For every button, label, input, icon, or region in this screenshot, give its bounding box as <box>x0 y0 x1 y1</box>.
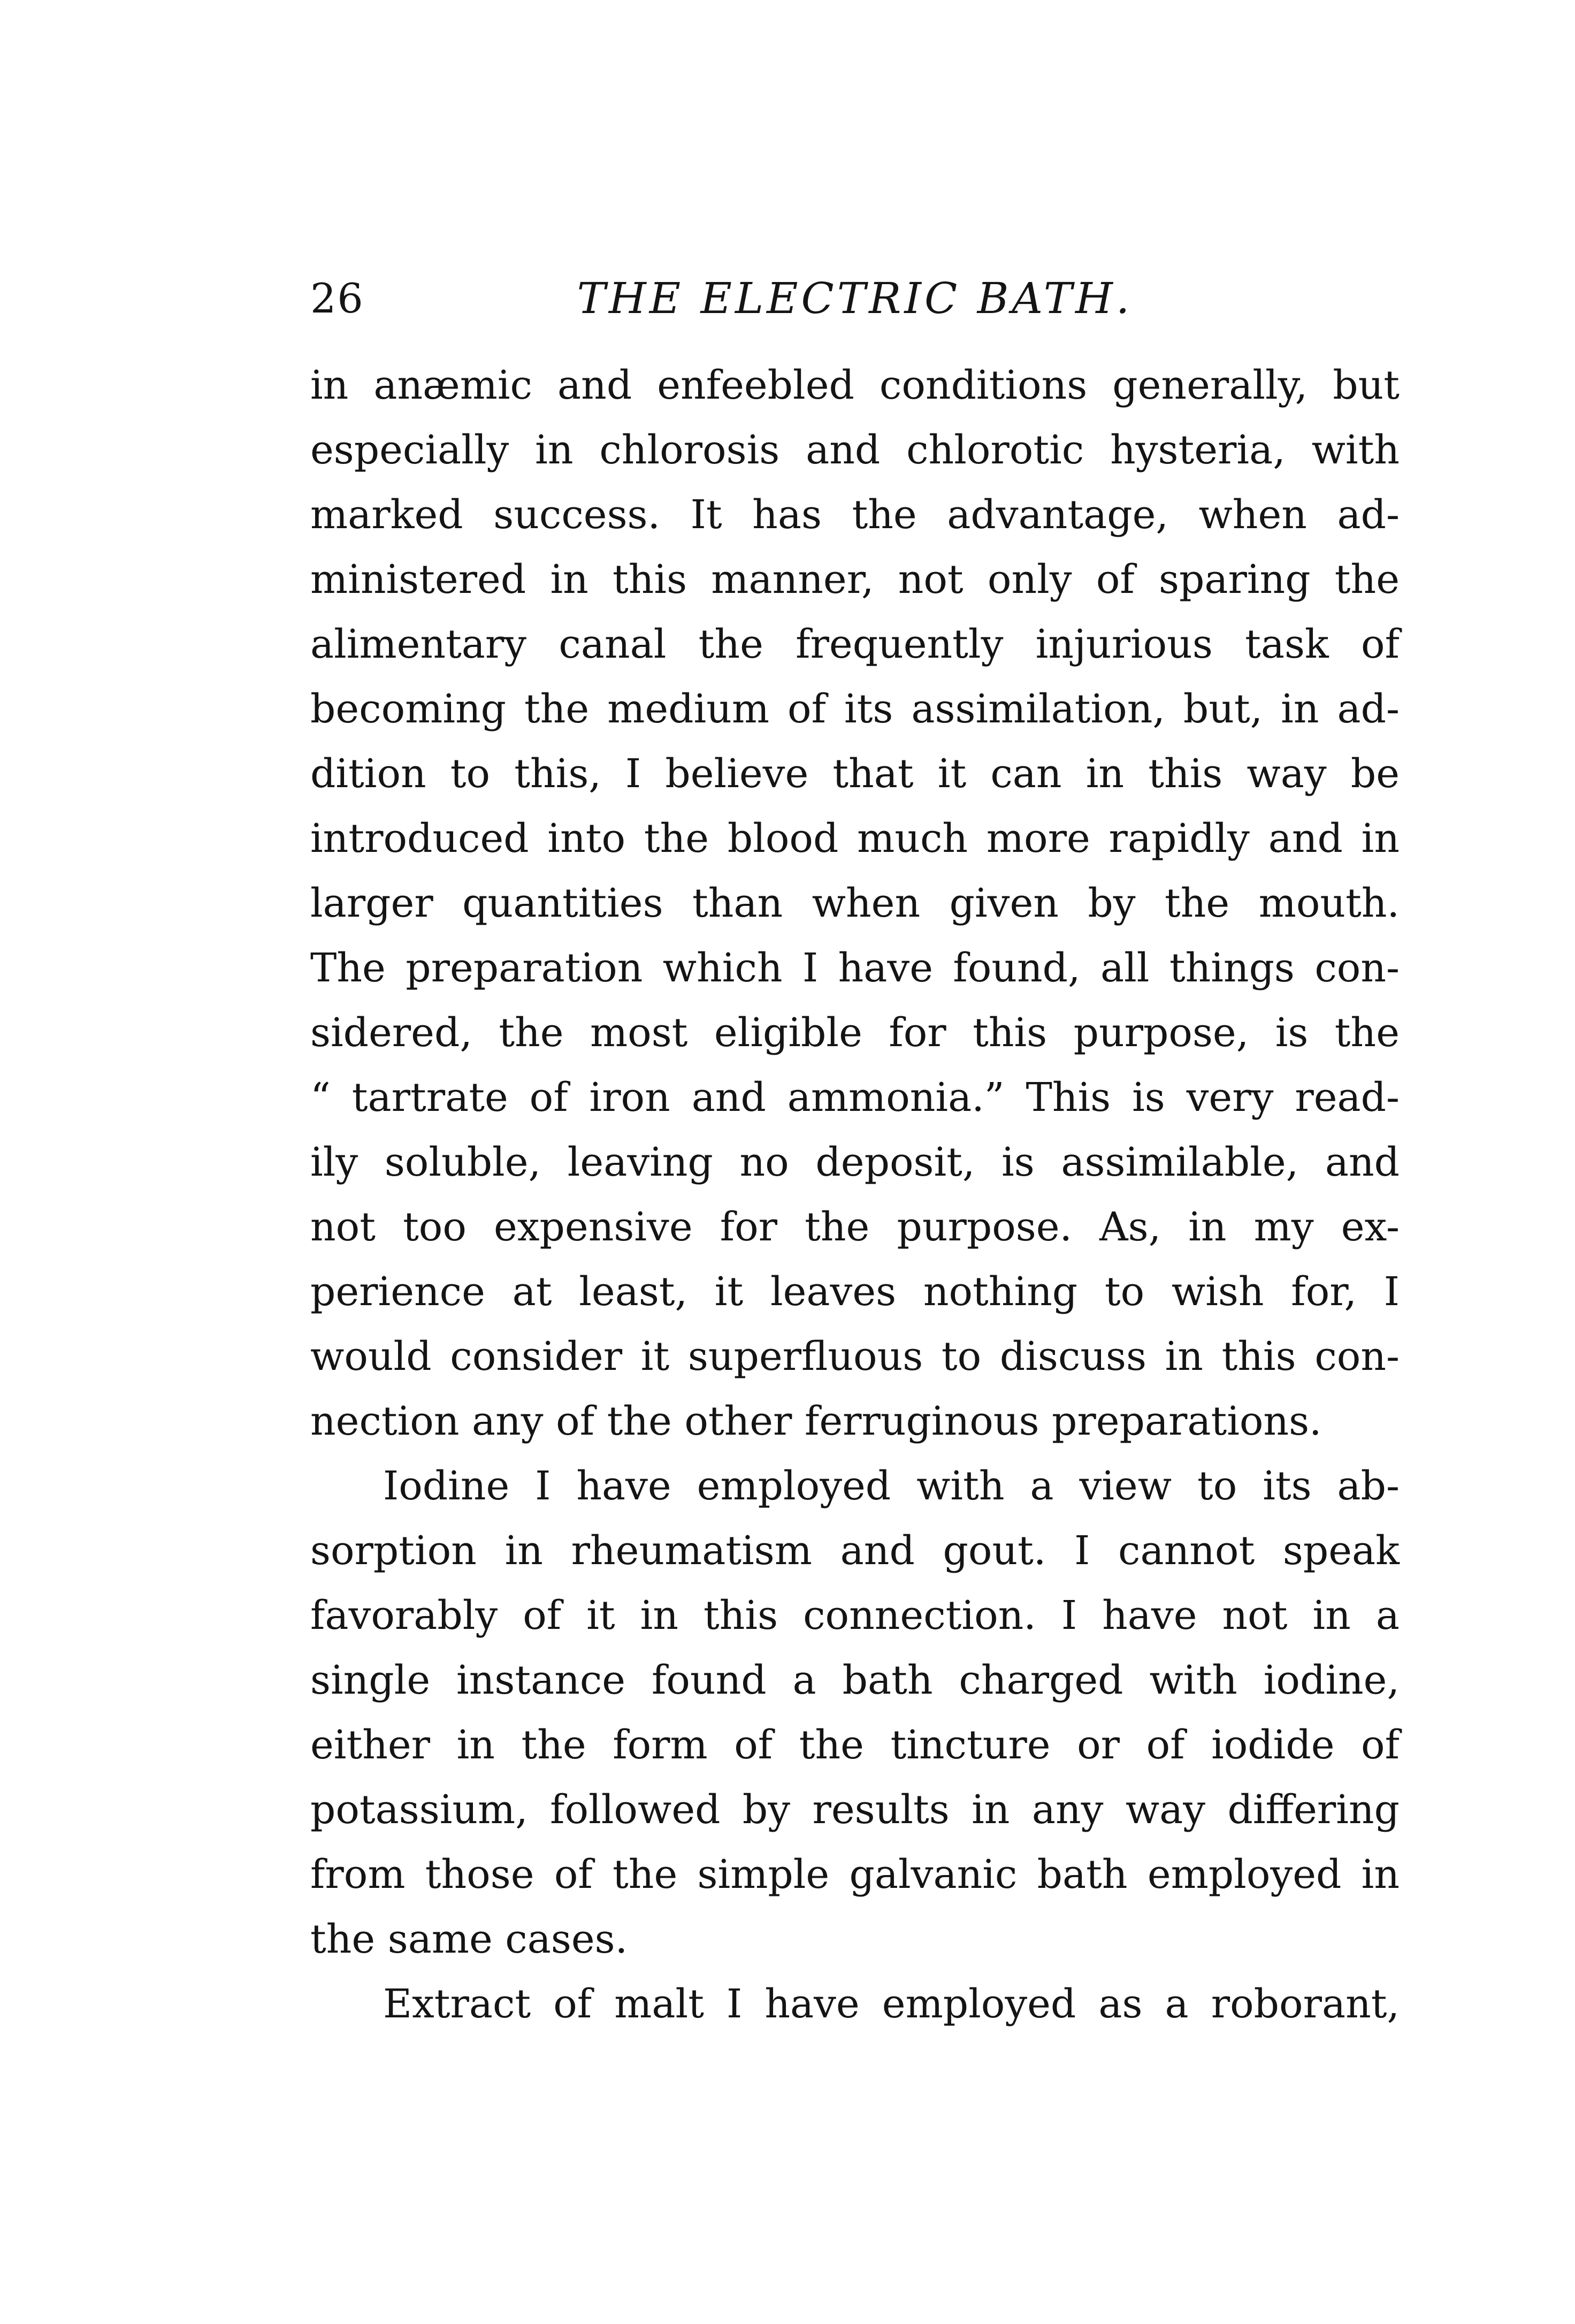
text-line: introduced into the blood much more rapidly and in <box>310 816 1400 862</box>
paragraph-3 <box>310 1972 1400 2037</box>
text-line: the same cases. <box>310 1916 628 1962</box>
text-line: ministered in this manner, not only of sparing the <box>310 557 1400 603</box>
text-line: Iodine I have employed with a view to its ab- <box>383 1463 1400 1509</box>
paragraph-1 <box>310 353 1400 1454</box>
text-line: in anæmic and enfeebled conditions generally, but <box>310 362 1400 408</box>
text-line: Extract of malt I have employed as a roborant, <box>383 1981 1400 2027</box>
text-line: nection any of the other ferruginous preparations. <box>310 1398 1322 1444</box>
text-line: larger quantities than when given by the mouth. <box>310 880 1400 926</box>
text-line: would consider it superfluous to discuss in this con- <box>310 1334 1400 1380</box>
text-line: perience at least, it leaves nothing to wish for, I <box>310 1269 1400 1315</box>
text-line: favorably of it in this connection. I have not in a <box>310 1592 1400 1639</box>
text-line: “ tartrate of iron and ammonia.” This is very read- <box>310 1075 1400 1121</box>
text-line: single instance found a bath charged with iodine, <box>310 1657 1400 1703</box>
text-line: sorption in rheumatism and gout. I cannot speak <box>310 1528 1400 1574</box>
text-line: ily soluble, leaving no deposit, is assimilable, and <box>310 1139 1400 1185</box>
text-line: marked success. It has the advantage, when ad- <box>310 492 1400 538</box>
text-line: either in the form of the tincture or of iodide of <box>310 1722 1400 1768</box>
text-line: dition to this, I believe that it can in this way be <box>310 751 1400 797</box>
running-head: THE ELECTRIC BATH. <box>577 273 1133 323</box>
text-line: especially in chlorosis and chlorotic hysteria, with <box>310 427 1400 473</box>
text-line: alimentary canal the frequently injurious task of <box>310 621 1400 667</box>
body-text <box>310 353 1400 2037</box>
page-number: 26 <box>310 275 364 322</box>
text-line: sidered, the most eligible for this purpose, is the <box>310 1010 1400 1056</box>
text-line: potassium, followed by results in any way differing <box>310 1787 1400 1833</box>
text-line: becoming the medium of its assimilation, but, in ad- <box>310 686 1400 732</box>
text-line: from those of the simple galvanic bath employed in <box>310 1851 1400 1898</box>
page-header <box>310 261 1400 336</box>
paragraph-2 <box>310 1454 1400 1972</box>
text-line: not too expensive for the purpose. As, in my ex- <box>310 1204 1400 1250</box>
text-line: The preparation which I have found, all things con- <box>310 945 1400 991</box>
